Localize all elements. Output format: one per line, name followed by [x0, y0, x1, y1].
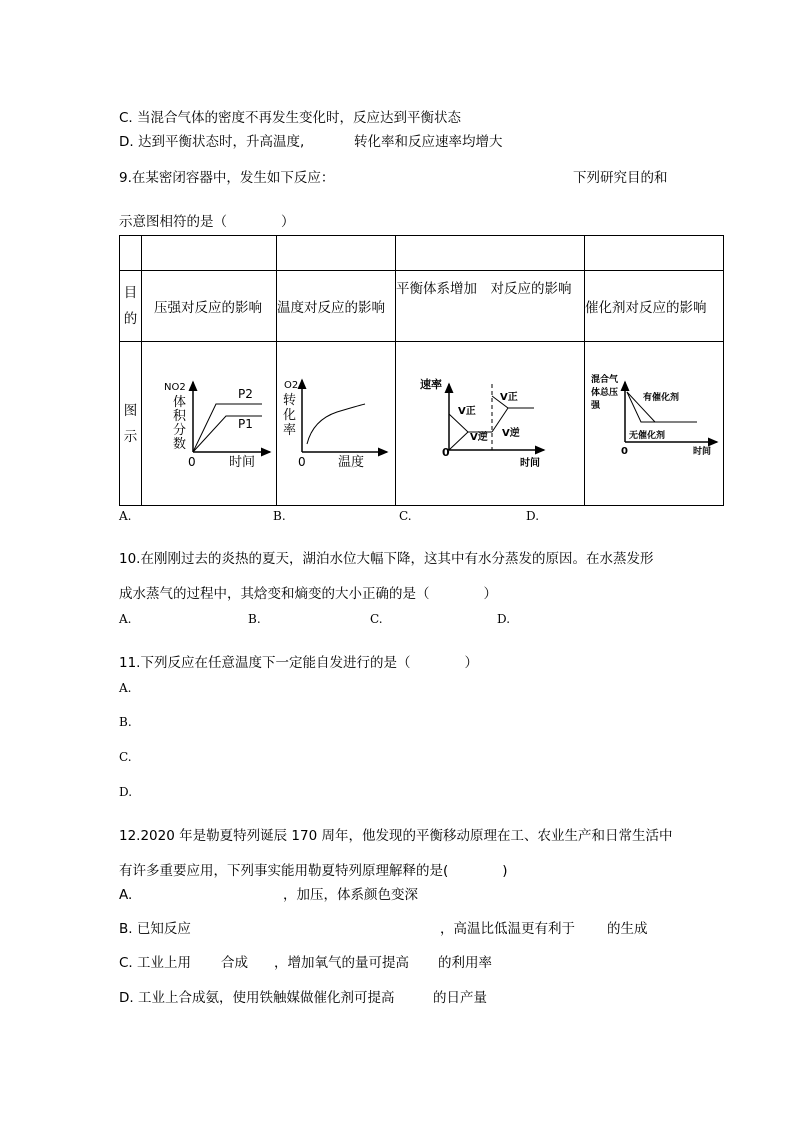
q9-answer-c[interactable]: C.	[399, 509, 412, 523]
q12-option-b-part3: 的生成	[607, 921, 648, 937]
chart-c-cell	[396, 342, 585, 506]
chart-a-p1-label: P1	[238, 417, 253, 431]
chart-b-cell	[277, 342, 396, 506]
chart-d-without-cat-label: 无催化剂	[629, 431, 666, 441]
purpose-d: 催化剂对反应的影响	[585, 271, 724, 342]
purpose-a: 压强对反应的影响	[142, 271, 277, 342]
chart-b-ylabel-char: 转	[283, 393, 297, 408]
q12-option-d-part2: 的日产量	[433, 990, 487, 1006]
chart-c-v-rev-before	[449, 432, 468, 450]
q12-option-c-part2: 合成	[221, 955, 248, 971]
chart-b-ylabel-char: 率	[283, 423, 297, 438]
chart-c-vfwd-label-1: V正	[458, 406, 476, 417]
chart-d-ylabel-line: 混合气	[591, 375, 619, 385]
q12-stem-line1: 12.2020 年是勒夏特列诞辰 170 周年，他发现的平衡移动原理在工、农业生产和日常生活中	[119, 828, 673, 844]
chart-b-ylabel-top: O2	[284, 380, 299, 391]
q12-option-c-part4: 的利用率	[438, 955, 492, 971]
chart-c-origin: 0	[442, 446, 450, 459]
q9-stem-part1: 9.在某密闭容器中，发生如下反应：	[119, 170, 335, 186]
q11-answer-d[interactable]: D.	[119, 785, 133, 799]
q10-answer-c[interactable]: C.	[370, 612, 383, 626]
q10-answer-a[interactable]: A.	[119, 612, 132, 626]
q8-option-c: C. 当混合气体的密度不再发生变化时，反应达到平衡状态	[119, 110, 462, 126]
q12-option-a-label[interactable]: A.	[119, 887, 133, 903]
chart-a-ylabel-char: 数	[173, 437, 187, 452]
chart-b	[277, 342, 396, 501]
chart-c-vrev-label-2: V逆	[502, 428, 520, 439]
q9-table	[119, 235, 724, 506]
chart-b-origin: 0	[298, 455, 306, 469]
chart-d-cell	[585, 342, 724, 506]
q12-option-c-part3: ，增加氧气的量可提高	[274, 955, 409, 971]
q9-stem-part2: 下列研究目的和	[573, 170, 668, 186]
q12-option-c-part1[interactable]: C. 工业上用	[119, 955, 192, 971]
purpose-b: 温度对反应的影响	[277, 271, 396, 342]
q12-option-a-text: ，加压，体系颜色变深	[283, 887, 418, 903]
chart-b-xlabel: 温度	[338, 455, 365, 470]
q9-answer-d[interactable]: D.	[526, 509, 540, 523]
chart-d-ylabel-line: 强	[591, 401, 601, 411]
q12-stem-line2: 有许多重要应用，下列事实能用勒夏特列原理解释的是( )	[119, 863, 508, 879]
q11-answer-c[interactable]: C.	[119, 750, 132, 764]
chart-a-p2-label: P2	[238, 387, 253, 401]
q10-answer-d[interactable]: D.	[497, 612, 511, 626]
q11-answer-b[interactable]: B.	[119, 715, 132, 729]
row-label-purpose: 目 的	[120, 271, 142, 342]
chart-c-vfwd-label-2: V正	[500, 392, 518, 403]
q8-option-d-part1: D. 达到平衡状态时，升高温度,	[119, 134, 305, 150]
chart-a-ylabel-char: 积	[173, 409, 187, 424]
chart-c-ylabel: 速率	[420, 378, 442, 391]
purpose-c: 平衡体系增加 对反应的影响	[396, 271, 585, 342]
chart-a	[142, 342, 277, 501]
q10-stem-line1: 10.在刚刚过去的炎热的夏天，湖泊水位大幅下降，这其中有水分蒸发的原因。在水蒸发形	[119, 551, 654, 567]
chart-c	[396, 342, 585, 501]
chart-d	[585, 342, 724, 501]
chart-d-ylabel-line: 体总压	[591, 388, 619, 398]
chart-b-ylabel-char: 化	[283, 408, 297, 423]
q10-answer-b[interactable]: B.	[248, 612, 261, 626]
chart-d-xlabel: 时间	[693, 447, 712, 457]
q9-answer-b[interactable]: B.	[273, 509, 286, 523]
chart-a-ylabel-char: 分	[173, 423, 187, 438]
chart-a-cell	[142, 342, 277, 506]
q12-option-d-part1[interactable]: D. 工业上合成氨，使用铁触媒做催化剂可提高	[119, 990, 395, 1006]
q10-stem-line2: 成水蒸气的过程中，其焓变和熵变的大小正确的是（ ）	[119, 586, 497, 602]
chart-a-origin: 0	[188, 455, 196, 469]
q11-stem: 11.下列反应在任意温度下一定能自发进行的是（ ）	[119, 655, 478, 671]
q9-stem-part3: 示意图相符的是（ ）	[119, 214, 295, 230]
q8-option-d-part2: 转化率和反应速率均增大	[354, 134, 503, 150]
q12-option-b-part1[interactable]: B. 已知反应	[119, 921, 191, 937]
chart-a-ylabel-top: NO2	[164, 382, 186, 393]
chart-d-with-cat-label: 有催化剂	[643, 393, 680, 403]
chart-b-curve	[307, 404, 365, 444]
q12-option-b-part2: ，高温比低温更有利于	[440, 921, 575, 937]
chart-c-vrev-label-1: V逆	[470, 432, 488, 443]
q9-answer-a[interactable]: A.	[119, 509, 132, 523]
chart-d-origin: 0	[621, 446, 628, 457]
chart-a-ylabel-char: 体	[173, 395, 187, 410]
chart-c-xlabel: 时间	[520, 458, 540, 469]
chart-a-xlabel: 时间	[229, 455, 256, 470]
row-label-figure: 图 示	[120, 342, 142, 506]
q11-answer-a[interactable]: A.	[119, 681, 132, 695]
